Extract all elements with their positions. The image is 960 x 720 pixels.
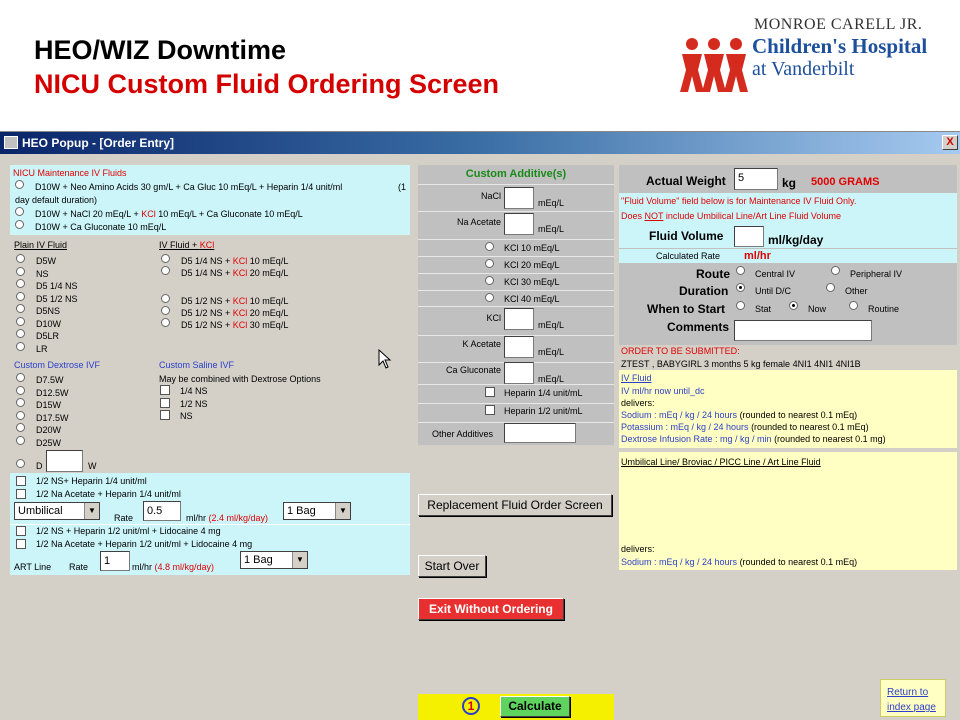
saline-checkbox-1[interactable] [160,398,170,408]
start-stat-label: Stat [755,304,772,314]
dextrose-radio-1[interactable] [16,386,25,395]
patient-info: ZTEST , BABYGIRL 3 months 5 kg female 4NI1 4NI1 4NI1B [621,359,861,369]
weight-grams: 5000 GRAMS [811,176,880,188]
maintenance-fluids-panel [10,165,410,235]
dextrose-label-2: D15W [36,400,62,410]
art3-checkbox[interactable] [16,526,26,536]
dextrose-label-0: D7.5W [36,375,64,385]
sodium-line-2: Sodium : mEq / kg / 24 hours (rounded to nearest 0.1 mEq) [621,557,858,567]
umbilical-summary [619,452,957,570]
kcl-option-radio-1[interactable] [485,259,494,268]
kcl-option-radio-2[interactable] [485,276,494,285]
plain-iv-label-5: D10W [36,318,62,329]
calculate-bar [418,694,614,720]
return-to-index-link[interactable]: Return to index page [887,687,936,713]
fluid-volume-note-2: Does NOT include Umbilical Line/Art Line Fluid Volume [621,211,841,221]
dextrose-line: Dextrose Infusion Rate : mg / kg / min (rounded to nearest 0.1 mg) [621,434,886,444]
order-entry-window [0,131,960,720]
children-figures-icon [680,36,748,96]
return-link-box [880,679,946,717]
route-peripheral-label: Peripheral IV [850,269,903,279]
plain-iv-radio-1[interactable] [16,267,25,276]
saline-label-0: 1/4 NS [180,386,208,396]
cagluc-input[interactable] [504,362,534,384]
logo-line-2: Children's Hospital [752,34,928,58]
iv-kcl-radio-3[interactable] [161,306,170,315]
iv-kcl-label-1: D5 1/4 NS + KCl 20 mEq/L [181,268,289,278]
iv-line: IV ml/hr now until_dc [621,386,705,396]
title-line-2: NICU Custom Fluid Ordering Screen [34,68,500,99]
calculated-rate-unit: ml/hr [744,250,771,262]
art2-label: 1/2 Na Acetate + Heparin 1/4 unit/ml [36,489,181,499]
art1-checkbox[interactable] [16,476,26,486]
hospital-logo [680,14,940,94]
route-peripheral-radio[interactable] [831,266,840,275]
chevron-down-icon: ▼ [292,552,307,568]
d-suffix: W [88,461,97,471]
naacetate-unit: mEq/L [538,224,565,234]
other-additives-label: Other Additives [432,429,494,439]
weight-label: Actual Weight [646,174,726,188]
iv-kcl-label-0: D5 1/4 NS + KCl 10 mEq/L [181,256,289,266]
artline-rate-label: Rate [69,562,89,572]
dextrose-label-1: D12.5W [36,387,69,398]
heparin-half-checkbox[interactable] [485,405,495,415]
window-titlebar [0,132,960,154]
plain-iv-label-2: D5 1/4 NS [36,281,78,291]
plain-iv-radio-7[interactable] [16,342,25,351]
bag-select-2[interactable]: 1 Bag ▼ [240,551,308,569]
artline-label: ART Line [14,562,52,572]
fluid-volume-input[interactable] [734,226,764,247]
plain-iv-radio-3[interactable] [16,292,25,301]
dextrose-radio-3[interactable] [16,411,25,420]
d-prefix: D [36,461,43,471]
chevron-down-icon: ▼ [335,503,350,519]
art4-label: 1/2 Na Acetate + Heparin 1/2 unit/ml + Lidocaine 4 mg [36,539,253,549]
maint-radio-1[interactable] [15,180,24,189]
plain-iv-label-7: LR [36,343,48,354]
artline-unit: ml/hr (4.8 ml/kg/day) [132,562,215,572]
start-stat-radio[interactable] [736,301,745,310]
nacl-label: NaCl [480,191,501,201]
cagluc-label: Ca Gluconate [445,365,501,375]
dextrose-radio-0[interactable] [16,373,25,382]
kcl-input[interactable] [504,308,534,330]
duration-other-label: Other [845,286,868,296]
art-line-panel [10,473,410,575]
fluid-volume-label: Fluid Volume [649,229,724,243]
logo-line-3: at Vanderbilt [752,58,855,80]
kacetate-label: K Acetate [462,339,501,349]
heparin-half-label: Heparin 1/2 unit/mL [504,406,583,416]
weight-input[interactable]: 5 [734,168,778,190]
comments-input[interactable] [734,320,872,341]
route-central-radio[interactable] [736,266,745,275]
order-header: ORDER TO BE SUBMITTED: [621,346,740,356]
art3-label: 1/2 NS + Heparin 1/2 unit/ml + Lidocaine 4 mg [36,526,221,536]
plain-iv-radio-5[interactable] [16,317,25,326]
plain-iv-header: Plain IV Fluid [14,240,68,250]
iv-kcl-label-4: D5 1/2 NS + KCl 30 mEq/L [181,320,289,330]
plain-iv-radio-2[interactable] [16,279,25,288]
iv-kcl-radio-0[interactable] [161,254,170,263]
maint-opt1-b: (1 [398,182,407,192]
maint-radio-2[interactable] [15,207,24,216]
nacl-unit: mEq/L [538,198,565,208]
dextrose-label-3: D17.5W [36,412,69,423]
plain-iv-radio-4[interactable] [16,304,25,313]
comments-label: Comments [667,320,730,334]
delivers-label: delivers: [621,398,655,408]
art4-checkbox[interactable] [16,539,26,549]
maint-opt3: D10W + Ca Gluconate 10 mEq/L [35,222,167,232]
route-label: Route [696,267,730,281]
iv-fluid-header: IV Fluid [621,373,652,383]
iv-kcl-radio-1[interactable] [161,266,170,275]
logo-line-1: MONROE CARELL JR. [754,16,923,33]
order-details-panel [619,165,957,345]
potassium-line: Potassium : mEq / kg / 24 hours (rounded to nearest 0.1 mEq) [621,422,869,432]
saline-label-1: 1/2 NS [180,398,208,409]
maint-opt1: D10W + Neo Amino Acids 30 gm/L + Ca Gluc 10 mEq/L + Heparin 1/4 unit/ml [35,182,343,192]
duration-until-dc-radio[interactable] [736,283,745,292]
kcl-option-label-3: KCl 40 mEq/L [504,294,560,304]
custom-d-radio[interactable] [16,459,25,468]
saline-checkbox-2[interactable] [160,410,170,420]
kacetate-unit: mEq/L [538,347,565,357]
plain-iv-label-4: D5NS [36,306,61,316]
iv-fluid-summary [619,370,957,448]
dextrose-label-5: D25W [36,437,62,448]
saline-header: Custom Saline IVF [159,360,235,370]
rate-unit: ml/hr (2.4 ml/kg/day) [186,513,269,523]
kcl-option-label-2: KCl 30 mEq/L [504,277,560,287]
duration-label: Duration [679,284,729,298]
custom-d-input[interactable] [46,450,83,472]
naacetate-input[interactable] [504,213,534,235]
start-now-label: Now [808,304,827,314]
start-over-button[interactable]: Start Over [418,555,486,577]
mouse-cursor-icon [378,349,392,369]
iv-kcl-label-3: D5 1/2 NS + KCl 20 mEq/L [181,308,289,318]
other-additives-input[interactable] [504,423,576,443]
duration-other-radio[interactable] [826,283,835,292]
exit-without-ordering-button[interactable]: Exit Without Ordering [418,598,564,620]
naacetate-label: Na Acetate [456,217,501,227]
start-routine-radio[interactable] [849,301,858,310]
route-central-label: Central IV [755,269,796,279]
title-line-1: HEO/WIZ Downtime [34,35,286,65]
start-now-radio[interactable] [789,301,798,310]
cagluc-unit: mEq/L [538,374,565,384]
calculated-rate-label: Calculated Rate [656,251,721,261]
replacement-fluid-button[interactable]: Replacement Fluid Order Screen [418,494,612,516]
saline-label-2: NS [180,411,193,421]
plain-iv-radio-0[interactable] [16,254,25,263]
ivkcl-header: IV Fluid + KCl [159,240,215,250]
dextrose-radio-5[interactable] [16,436,25,445]
plain-iv-label-0: D5W [36,256,56,266]
iv-kcl-radio-2[interactable] [161,294,170,303]
plain-iv-label-6: D5LR [36,331,60,341]
maint-header: NICU Maintenance IV Fluids [13,168,127,178]
maint-opt1-c: day default duration) [15,195,98,205]
heparin-quarter-checkbox[interactable] [485,387,495,397]
kcl-option-radio-3[interactable] [485,293,494,302]
heparin-quarter-label: Heparin 1/4 unit/mL [504,388,583,398]
chevron-down-icon: ▼ [84,503,99,519]
close-button[interactable]: X [942,135,958,150]
fluid-volume-unit: ml/kg/day [768,233,824,247]
plain-iv-label-3: D5 1/2 NS [36,293,78,304]
weight-unit: kg [782,176,797,190]
plain-iv-radio-6[interactable] [16,329,25,338]
kcl-option-label-1: KCl 20 mEq/L [504,260,560,270]
rate-label: Rate [114,513,134,523]
dextrose-label-4: D20W [36,425,62,435]
plain-iv-label-1: NS [36,268,49,279]
kcl-label: KCl [486,313,501,323]
additives-header: Custom Additive(s) [465,168,567,180]
dextrose-radio-4[interactable] [16,423,25,432]
step-number-badge: 1 [462,697,480,715]
saline-note: May be combined with Dextrose Options [159,374,321,384]
sodium-line: Sodium : mEq / kg / 24 hours (rounded to nearest 0.1 mEq) [621,410,858,420]
bag-select-1[interactable]: 1 Bag ▼ [283,502,351,520]
artline-rate-input[interactable]: 1 [100,551,130,571]
dextrose-header: Custom Dextrose IVF [14,360,101,370]
delivers-label-2: delivers: [621,544,655,554]
app-icon [4,136,18,149]
nacl-input[interactable] [504,187,534,209]
fluid-volume-note-1: "Fluid Volume" field below is for Maintenance IV Fluid Only. [621,196,857,206]
slide-title [34,34,499,102]
art1-label: 1/2 NS+ Heparin 1/4 unit/ml [36,476,147,486]
custom-additives-panel [418,165,614,445]
kcl-unit: mEq/L [538,320,565,330]
art2-checkbox[interactable] [16,489,26,499]
saline-checkbox-0[interactable] [160,385,170,395]
maint-opt2: D10W + NaCl 20 mEq/L + KCl 10 mEq/L + Ca Gluconate 10 mEq/L [35,209,303,219]
start-routine-label: Routine [868,304,900,314]
when-to-start-label: When to Start [647,302,725,316]
umbilical-select[interactable]: Umbilical ▼ [14,502,100,520]
dextrose-radio-2[interactable] [16,398,25,407]
window-title: HEO Popup - [Order Entry] [22,136,175,150]
kcl-option-label-0: KCl 10 mEq/L [504,243,560,253]
kacetate-input[interactable] [504,336,534,358]
iv-kcl-radio-4[interactable] [161,318,170,327]
calculate-button[interactable]: Calculate [500,696,570,717]
umbilical-header: Umbilical Line/ Broviac / PICC Line / Art Line Fluid [621,457,821,467]
kcl-option-radio-0[interactable] [485,242,494,251]
duration-until-dc-label: Until D/C [755,286,792,296]
iv-kcl-label-2: D5 1/2 NS + KCl 10 mEq/L [181,296,289,306]
rate-input[interactable]: 0.5 [143,501,181,521]
maint-radio-3[interactable] [15,220,24,229]
